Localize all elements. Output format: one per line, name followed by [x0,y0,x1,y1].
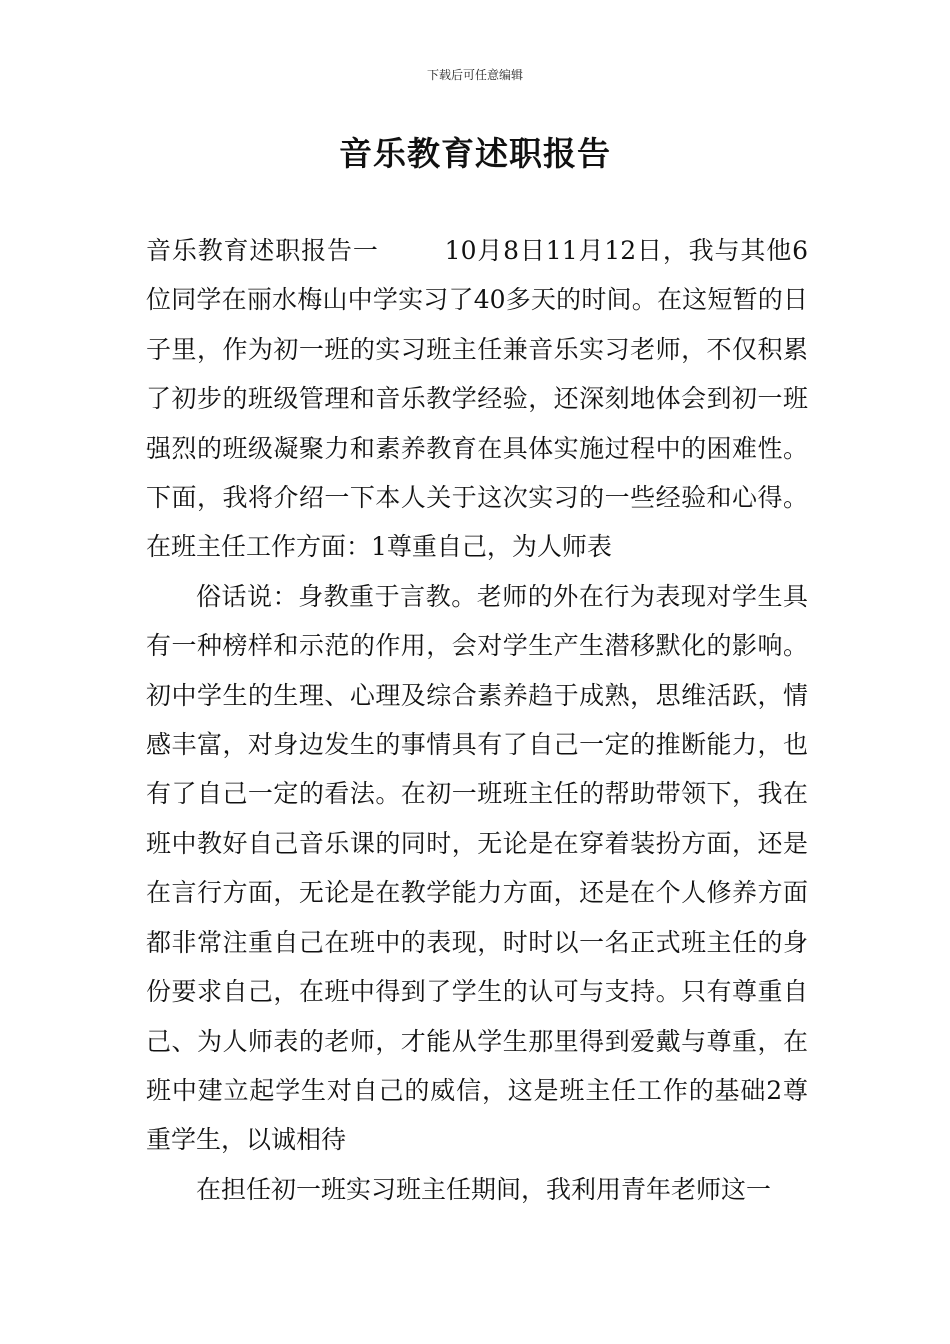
paragraph-3: 在担任初一班实习班主任期间，我利用青年老师这一 [196,1174,772,1204]
document-body [146,226,808,1214]
paragraph-2: 俗话说：身教重于言教。老师的外在行为表现对学生具有一种榜样和示范的作用，会对学生产生潜移默化的影响。初中学生的生理、心理及综合素养趋于成熟，思维活跃，情感丰富，对身边发生的事情具有了自己一定的推断能力，也有了自己一定的看法。在初一班班主任的帮助带领下，我在班中教好自己音乐课的同时，无论是在穿着装扮方面，还是在言行方面，无论是在教学能力方面，还是在个人修养方面都非常注重自己在班中的表现，时时以一名正式班主任的身份要求自己，在班中得到了学生的认可与支持。只有尊重自己、为人师表的老师，才能从学生那里得到爱戴与尊重，在班中建立起学生对自己的威信，这是班主任工作的基础2尊重学生，以诚相待 [146,581,808,1155]
document-title: 音乐教育述职报告 [339,134,611,173]
paragraph-text: 10月8日11月12日，我与其他6位同学在丽水梅山中学实习了40多天的时间。在这短暂的日子里，作为初一班的实习班主任兼音乐实习老师，不仅积累了初步的班级管理和音乐教学经验，还深刻地体会到初一班强烈的班级凝聚力和素养教育在具体实施过程中的困难性。下面，我将介绍一下本人关于这次实习的一些经验和心得。在班主任工作方面：1尊重自己，为人师表 [146,236,808,562]
paragraph-1 [146,226,808,572]
paragraph-lead: 音乐教育述职报告一 [146,236,379,265]
header-note: 下载后可任意编辑 [426,68,523,82]
